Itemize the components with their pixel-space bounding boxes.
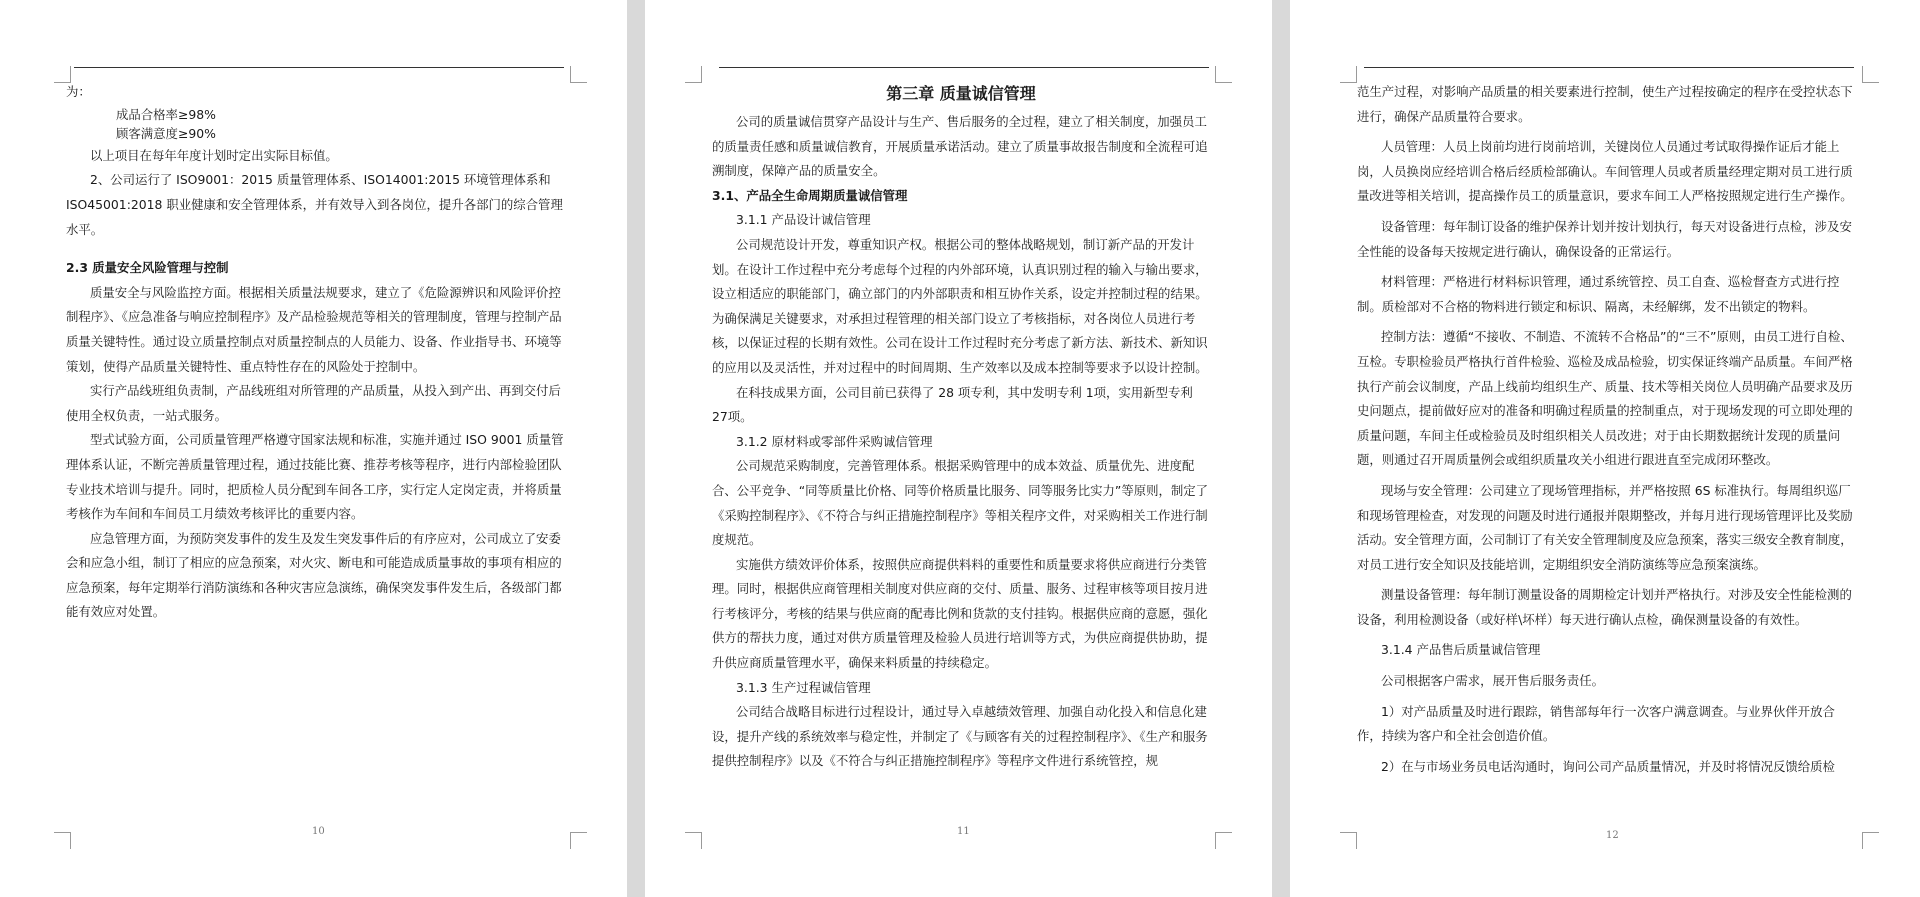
margin-corner-mark	[570, 66, 587, 83]
subsection-heading: 3.1.3 生产过程诚信管理	[736, 679, 871, 695]
margin-corner-mark	[1340, 832, 1357, 849]
paragraph: 公司规范设计开发，尊重知识产权。根据公司的整体战略规划，制订新产品的开发计划。在设计工作过程中充分考虑每个过程的内外部环境，认真识别过程的输入与输出要求，设立相适应的职能部门，确立部门的内外部职责和相互协作关系，设定并控制过程的结果。为确保满足关键要求，对承担过程管理的相关部门设立了考核指标，对各岗位人员进行考核，以保证过程的长期有效性。公司在设计工作过程时充分考虑了新方法、新技术、新知识的应用以及灵活性，并对过程中的时间周期、生产效率以及成本控制等要求予以设计控制。	[712, 236, 1208, 375]
document-page-10	[0, 0, 627, 897]
list-item: 成品合格率≥98%	[116, 106, 216, 122]
margin-corner-mark	[685, 832, 702, 849]
header-rule	[1364, 67, 1854, 68]
header-rule	[74, 67, 564, 68]
list-item: 顾客满意度≥90%	[116, 126, 216, 142]
document-page-11	[645, 0, 1272, 897]
page-body	[1357, 80, 1855, 779]
paragraph: 公司的质量诚信贯穿产品设计与生产、售后服务的全过程，建立了相关制度，加强员工的质量责任感和质量诚信教育，开展质量承诺活动。建立了质量事故报告制度和全流程可追溯制度，保障产品的质量安全。	[712, 114, 1208, 179]
page-number: 10	[312, 826, 325, 837]
margin-corner-mark	[54, 832, 71, 849]
paragraph: 控制方法：遵循“不接收、不制造、不流转不合格品”的“三不”原则，由员工进行自检、互检。专职检验员严格执行首件检验、巡检及成品检验，切实保证终端产品质量。车间严格执行产前会议制度，产品上线前均组织生产、质量、技术等相关岗位人员明确产品要求及历史问题点，提前做好应对的准备和明确过程质量的控制重点，对于现场发现的可立即处理的质量问题，车间主任或检验员及时组织相关人员改进；对于由长期数据统计发现的质量问题，则通过召开周质量例会或组织质量攻关小组进行跟进直至完成闭环整改。	[1357, 329, 1853, 468]
paragraph: 范生产过程，对影响产品质量的相关要素进行控制，使生产过程按确定的程序在受控状态下进行，确保产品质量符合要求。	[1357, 84, 1853, 124]
margin-corner-mark	[685, 66, 702, 83]
document-page-12	[1290, 0, 1920, 897]
paragraph: 公司结合战略目标进行过程设计，通过导入卓越绩效管理、加强自动化投入和信息化建设，提升产线的系统效率与稳定性，并制定了《与顾客有关的过程控制程序》、《生产和服务提供控制程序》以及《不符合与纠正措施控制程序》等程序文件进行系统管控，规	[712, 704, 1208, 769]
section-heading: 3.1、产品全生命周期质量诚信管理	[712, 187, 908, 203]
page-number: 12	[1606, 830, 1619, 841]
paragraph: 2）在与市场业务员电话沟通时，询问公司产品质量情况，并及时将情况反馈给质检	[1381, 758, 1835, 774]
page-body	[66, 80, 566, 625]
paragraph: 公司根据客户需求，展开售后服务责任。	[1381, 673, 1605, 689]
paragraph: 公司规范采购制度，完善管理体系。根据采购管理中的成本效益、质量优先、进度配合、公平竞争、“同等质量比价格、同等价格质量比服务、同等服务比实力”等原则，制定了《采购控制程序》、《不符合与纠正措施控制程序》等相关程序文件，对采购相关工作进行制度规范。	[712, 458, 1209, 548]
paragraph: 应急管理方面，为预防突发事件的发生及发生突发事件后的有序应对，公司成立了安委会和应急小组，制订了相应的应急预案，对火灾、断电和可能造成质量事故的事项有相应的应急预案，每年定期举行消防演练和各种灾害应急演练，确保突发事件发生后，各级部门都能有效应对处置。	[66, 530, 562, 620]
paragraph: 人员管理：人员上岗前均进行岗前培训，关键岗位人员通过考试取得操作证后才能上岗，人员换岗应经培训合格后经质检部确认。车间管理人员或者质量经理定期对员工进行质量改进等相关培训，提高操作员工的质量意识，要求车间工人严格按照规定进行生产操作。	[1357, 139, 1853, 204]
subsection-heading: 3.1.2 原材料或零部件采购诚信管理	[736, 433, 933, 449]
subsection-heading: 3.1.4 产品售后质量诚信管理	[1381, 642, 1541, 658]
page-body	[712, 80, 1210, 774]
paragraph: 在科技成果方面，公司目前已获得了 28 项专利，其中发明专利 1项，实用新型专利 27项。	[712, 384, 1193, 425]
section-heading: 2.3 质量安全风险管理与控制	[66, 260, 229, 276]
paragraph: 以上项目在每年年度计划时定出实际目标值。	[90, 147, 338, 163]
margin-corner-mark	[1340, 66, 1357, 83]
paragraph: 1）对产品质量及时进行跟踪，销售部每年行一次客户满意调查。与业界伙伴开放合作，持续为客户和全社会创造价值。	[1357, 703, 1835, 744]
paragraph: 质量安全与风险监控方面。根据相关质量法规要求，建立了《危险源辨识和风险评价控制程序》、《应急准备与响应控制程序》及产品检验规范等相关的管理制度，管理与控制产品质量关键特性。通过设立质量控制点对质量控制点的人员能力、设备、作业指导书、环境等策划，使得产品质量关键特性、重点特性存在的风险处于控制中。	[66, 284, 562, 374]
paragraph: 材料管理：严格进行材料标识管理，通过系统管控、员工自查、巡检督查方式进行控制。质检部对不合格的物料进行锁定和标识、隔离，未经解绑，发不出锁定的物料。	[1357, 274, 1840, 314]
paragraph: 现场与安全管理：公司建立了现场管理指标，并严格按照 6S 标准执行。每周组织巡厂和现场管理检查，对发现的问题及时进行通报并限期整改，并每月进行现场管理评比及奖励活动。安全管理方面，公司制订了有关安全管理制度及应急预案，落实三级安全教育制度，对员工进行安全知识及技能培训，定期组织安全消防演练等应急预案演练。	[1357, 482, 1853, 572]
paragraph: 为：	[66, 84, 91, 99]
chapter-title: 第三章 质量诚信管理	[886, 84, 1036, 103]
header-rule	[719, 67, 1209, 68]
paragraph: 实施供方绩效评价体系，按照供应商提供料料的重要性和质量要求将供应商进行分类管理。同时，根据供应商管理相关制度对供应商的交付、质量、服务、过程审核等项目按月进行考核评分，考核的结果与供应商的配毒比例和货款的支付挂钩。根据供应商的意愿，强化供方的帮扶力度，通过对供方质量管理及检验人员进行培训等方式，为供应商提供协助，提升供应商质量管理水平，确保来料质量的持续稳定。	[712, 556, 1208, 671]
margin-corner-mark	[1215, 66, 1232, 83]
margin-corner-mark	[1862, 832, 1879, 849]
paragraph: 设备管理：每年制订设备的维护保养计划并按计划执行，每天对设备进行点检，涉及安全性能的设备每天按规定进行确认，确保设备的正常运行。	[1357, 218, 1852, 259]
paragraph: 型式试验方面，公司质量管理严格遵守国家法规和标准，实施并通过 ISO 9001 质量管理体系认证，不断完善质量管理过程，通过技能比赛、推荐考核等程序，进行内部检验团队专业技术培训与提升。同时，把质检人员分配到车间各工序，实行定人定岗定责，并将质量考核作为车间和车间员工月绩效考核评比的重要内容。	[66, 432, 564, 522]
paragraph: 测量设备管理：每年制订测量设备的周期检定计划并严格执行。对涉及安全性能检测的设备，利用检测设备（或好样\坏样）每天进行确认点检，确保测量设备的有效性。	[1357, 587, 1852, 627]
margin-corner-mark	[1215, 832, 1232, 849]
paragraph: 2、公司运行了 ISO9001：2015 质量管理体系、ISO14001:2015 环境管理体系和ISO45001:2018 职业健康和安全管理体系，并有效导入到各岗位，提升各部门的综合管理水平。	[66, 172, 563, 237]
page-number: 11	[957, 826, 970, 837]
margin-corner-mark	[570, 832, 587, 849]
margin-corner-mark	[1862, 66, 1879, 83]
paragraph: 实行产品线班组负责制，产品线班组对所管理的产品质量，从投入到产出、再到交付后使用全权负责，一站式服务。	[66, 383, 561, 423]
subsection-heading: 3.1.1 产品设计诚信管理	[736, 212, 871, 228]
